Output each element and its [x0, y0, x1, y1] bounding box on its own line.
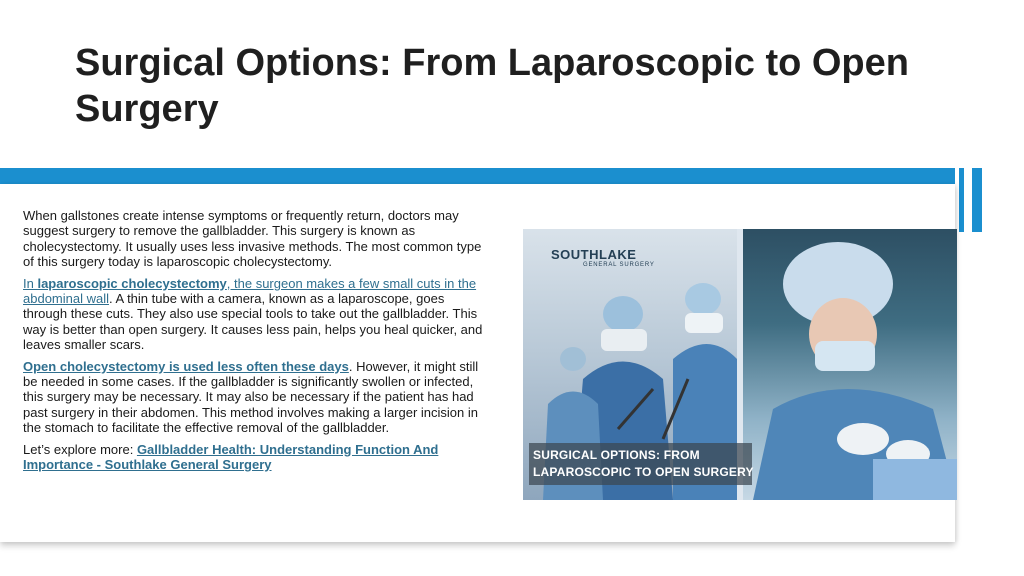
- laparoscopic-cholecystectomy-link[interactable]: laparoscopic cholecystectomy: [37, 275, 227, 291]
- caption-line-2: LAPAROSCOPIC TO OPEN SURGERY: [533, 465, 754, 479]
- paragraph-rest: . However, it might still be needed in some cases. If the gallbladder is significantly swollen or infected, this surgery may be necessary. It may also be necessary if the patient has had past surgery in their abdomen. This method involves making a larger incision in the stomach to facilitate the effective removal of the gallbladder.: [23, 358, 479, 436]
- paragraph-explore: [23, 442, 488, 473]
- southlake-logo-subtitle: GENERAL SURGERY: [583, 262, 655, 268]
- open-cholecystectomy-link[interactable]: Open cholecystectomy is used less often these days: [23, 358, 349, 374]
- image-caption: [533, 447, 773, 481]
- small-cuts-link[interactable]: , the surgeon makes a few small cuts in the abdominal wall: [23, 275, 477, 307]
- accent-vertical-bar: [959, 168, 964, 232]
- accent-vertical-bar-thick: [972, 168, 982, 232]
- paragraph-laparoscopic: [23, 276, 488, 353]
- paragraph-prefix: In: [23, 275, 38, 291]
- surgeon-closeup-photo: [743, 229, 957, 500]
- southlake-logo: SOUTHLAKE: [551, 247, 637, 262]
- paragraph-open-surgery: [23, 359, 488, 436]
- accent-bar: [0, 168, 955, 184]
- paragraph-intro: When gallstones create intense symptoms or frequently return, doctors may suggest surgery to remove the gallbladder. This surgery is known as cholecystectomy. It usually uses less invasive methods. The most common type of this surgery today is laparoscopic cholecystectomy.: [23, 208, 482, 270]
- body-text: [23, 208, 488, 479]
- slide-title: Surgical Options: From Laparoscopic to Open Surgery: [75, 42, 909, 130]
- surgeon-closeup-illustration: [743, 229, 957, 500]
- paragraph-rest: . A thin tube with a camera, known as a laparoscope, goes through these cuts. They also use special tools to take out the gallbladder. This way is better than open surgery. It causes less pain, helps you heal quicker, and leaves smaller scars.: [23, 291, 483, 353]
- gallbladder-health-link[interactable]: Gallbladder Health: Understanding Function And Importance - Southlake General Surgery: [23, 441, 439, 473]
- caption-line-1: SURGICAL OPTIONS: FROM: [533, 448, 700, 462]
- article-image: [523, 229, 957, 500]
- explore-prefix: Let’s explore more:: [23, 441, 137, 457]
